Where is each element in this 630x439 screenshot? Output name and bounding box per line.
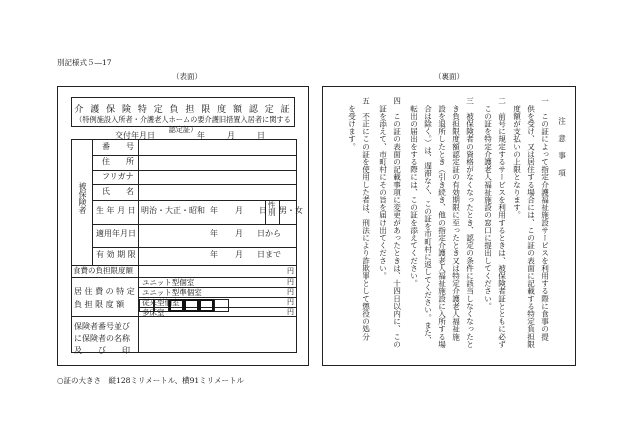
insurer-number-box bbox=[199, 299, 214, 312]
certificate-front bbox=[57, 86, 309, 366]
name-label: 氏 名 bbox=[102, 187, 134, 196]
note-line: 合は除く。）は、遅滞なく、この証を市町村に返してください。また、 bbox=[423, 97, 433, 344]
certificate-size-note: ○証の大きさ 縦128ミリメートル、横91ミリメートル bbox=[57, 376, 245, 385]
sex-label: 性別 bbox=[267, 201, 277, 216]
birth-day-unit: 日 bbox=[259, 206, 267, 215]
food-cost-label: 食費の負担限度額 bbox=[73, 266, 133, 275]
note-line: 四 この証の表面の記載事項に変更があったときは、十四日以内に、この bbox=[392, 97, 402, 348]
room-yen-1: 円 bbox=[287, 278, 294, 286]
address-label: 住 所 bbox=[102, 157, 134, 166]
note-line: 証を添えて、市町村にその旨を届け出てください。 bbox=[378, 97, 388, 280]
note-line: 三 被保険者の資格がなくなったとき、認定の条件に該当しなくなったと bbox=[465, 97, 475, 348]
insurer-number-box bbox=[139, 299, 154, 312]
note-line: き負担限度額認定証の有効期限に至ったとき又は特定介護老人福祉施 bbox=[451, 97, 461, 341]
applicable-month-unit: 月 bbox=[235, 229, 243, 238]
front-side-label: （表面） bbox=[172, 72, 202, 81]
insurer-label-3: 及 び 印 bbox=[74, 346, 130, 355]
certificate-back bbox=[322, 86, 576, 366]
issue-date-label: 交付年月日 bbox=[115, 131, 155, 140]
room-type-unit-semi-private: ユニット型準個室 bbox=[142, 288, 202, 297]
insurer-number-box bbox=[214, 299, 229, 312]
note-line: 供を受け、又は居住する場合には、この証の表面に記載する特定負担限 bbox=[526, 97, 536, 348]
housing-cost-label-1: 居 住 費 の 特 定 bbox=[74, 287, 135, 296]
note-line: 度額が支払いの上限となります。 bbox=[512, 97, 522, 219]
back-side-label: （裏面） bbox=[434, 72, 464, 81]
insurer-label-2: に保険者の名称 bbox=[74, 334, 130, 343]
birthdate-eras: 明治・大正・昭和 bbox=[141, 206, 205, 215]
insurer-label-1: 保険者番号並び bbox=[74, 322, 130, 331]
note-line: 五 不正にこの証を使用した者は、刑法により詐欺罪として懲役の処分 bbox=[361, 97, 371, 341]
birth-year-unit: 年 bbox=[210, 206, 218, 215]
housing-cost-label-2: 負 担 限 度 額 bbox=[74, 300, 125, 309]
room-yen-4: 円 bbox=[287, 308, 294, 316]
valid-suffix: 日まで bbox=[257, 250, 281, 259]
form-number: 別記様式５―17 bbox=[57, 58, 112, 67]
valid-year-unit: 年 bbox=[210, 250, 218, 259]
valid-month-unit: 月 bbox=[235, 250, 243, 259]
note-line: 一 この証によって指定介護福祉施設サービスを利用する際に食事の提 bbox=[540, 97, 550, 341]
food-cost-yen: 円 bbox=[287, 267, 294, 275]
note-line: この証を特定介護老人福祉施設の窓口に提出してください。 bbox=[483, 97, 493, 310]
issue-date-day: 日 bbox=[257, 131, 265, 140]
birth-month-unit: 月 bbox=[235, 206, 243, 215]
notes-heading: 注 意 事 項 bbox=[557, 117, 567, 178]
room-type-unit-private: ユニット型個室 bbox=[142, 278, 195, 287]
note-line: 転出の届出をする際には、この証を添えてください。 bbox=[409, 97, 419, 287]
valid-until-label: 有 効 期 限 bbox=[96, 250, 136, 259]
insurer-number-box bbox=[154, 299, 169, 312]
issue-date-year: 年 bbox=[197, 131, 205, 140]
birthdate-label: 生 年 月 日 bbox=[96, 206, 136, 215]
insurer-number-box bbox=[184, 299, 199, 312]
note-line: 設を退所したとき（引き続き、他の指定介護老人福祉施設に入所する場 bbox=[437, 97, 447, 348]
room-yen-2: 円 bbox=[287, 288, 294, 296]
insurer-number-box bbox=[169, 299, 184, 312]
room-type-conventional-private: 従来型個室 bbox=[142, 298, 180, 307]
certificate-title-box bbox=[71, 97, 295, 134]
applicable-date-label: 適用年月日 bbox=[96, 229, 136, 238]
note-line: 二 前号に規定するサービスを利用するときは、被保険者証とともに必ず bbox=[497, 97, 507, 348]
sex-values: 男・女 bbox=[279, 206, 303, 215]
certificate-title: 介 護 保 険 特 定 負 担 限 度 額 認 定 証 bbox=[74, 105, 292, 115]
note-line: を受けます。 bbox=[347, 97, 357, 151]
room-yen-3: 円 bbox=[287, 298, 294, 306]
insured-label: 被保険者 bbox=[78, 182, 87, 214]
room-type-multi-bed: 多床室 bbox=[142, 308, 165, 317]
applicable-suffix: 日から bbox=[257, 229, 281, 238]
number-label: 番 号 bbox=[102, 142, 134, 151]
certificate-subtitle: （特例施設入所者・介護老人ホームの要介護旧措置入居者に関する認定証） bbox=[75, 115, 291, 134]
issue-date-month: 月 bbox=[227, 131, 235, 140]
applicable-year-unit: 年 bbox=[210, 229, 218, 238]
furigana-label: フリガナ bbox=[102, 172, 134, 181]
